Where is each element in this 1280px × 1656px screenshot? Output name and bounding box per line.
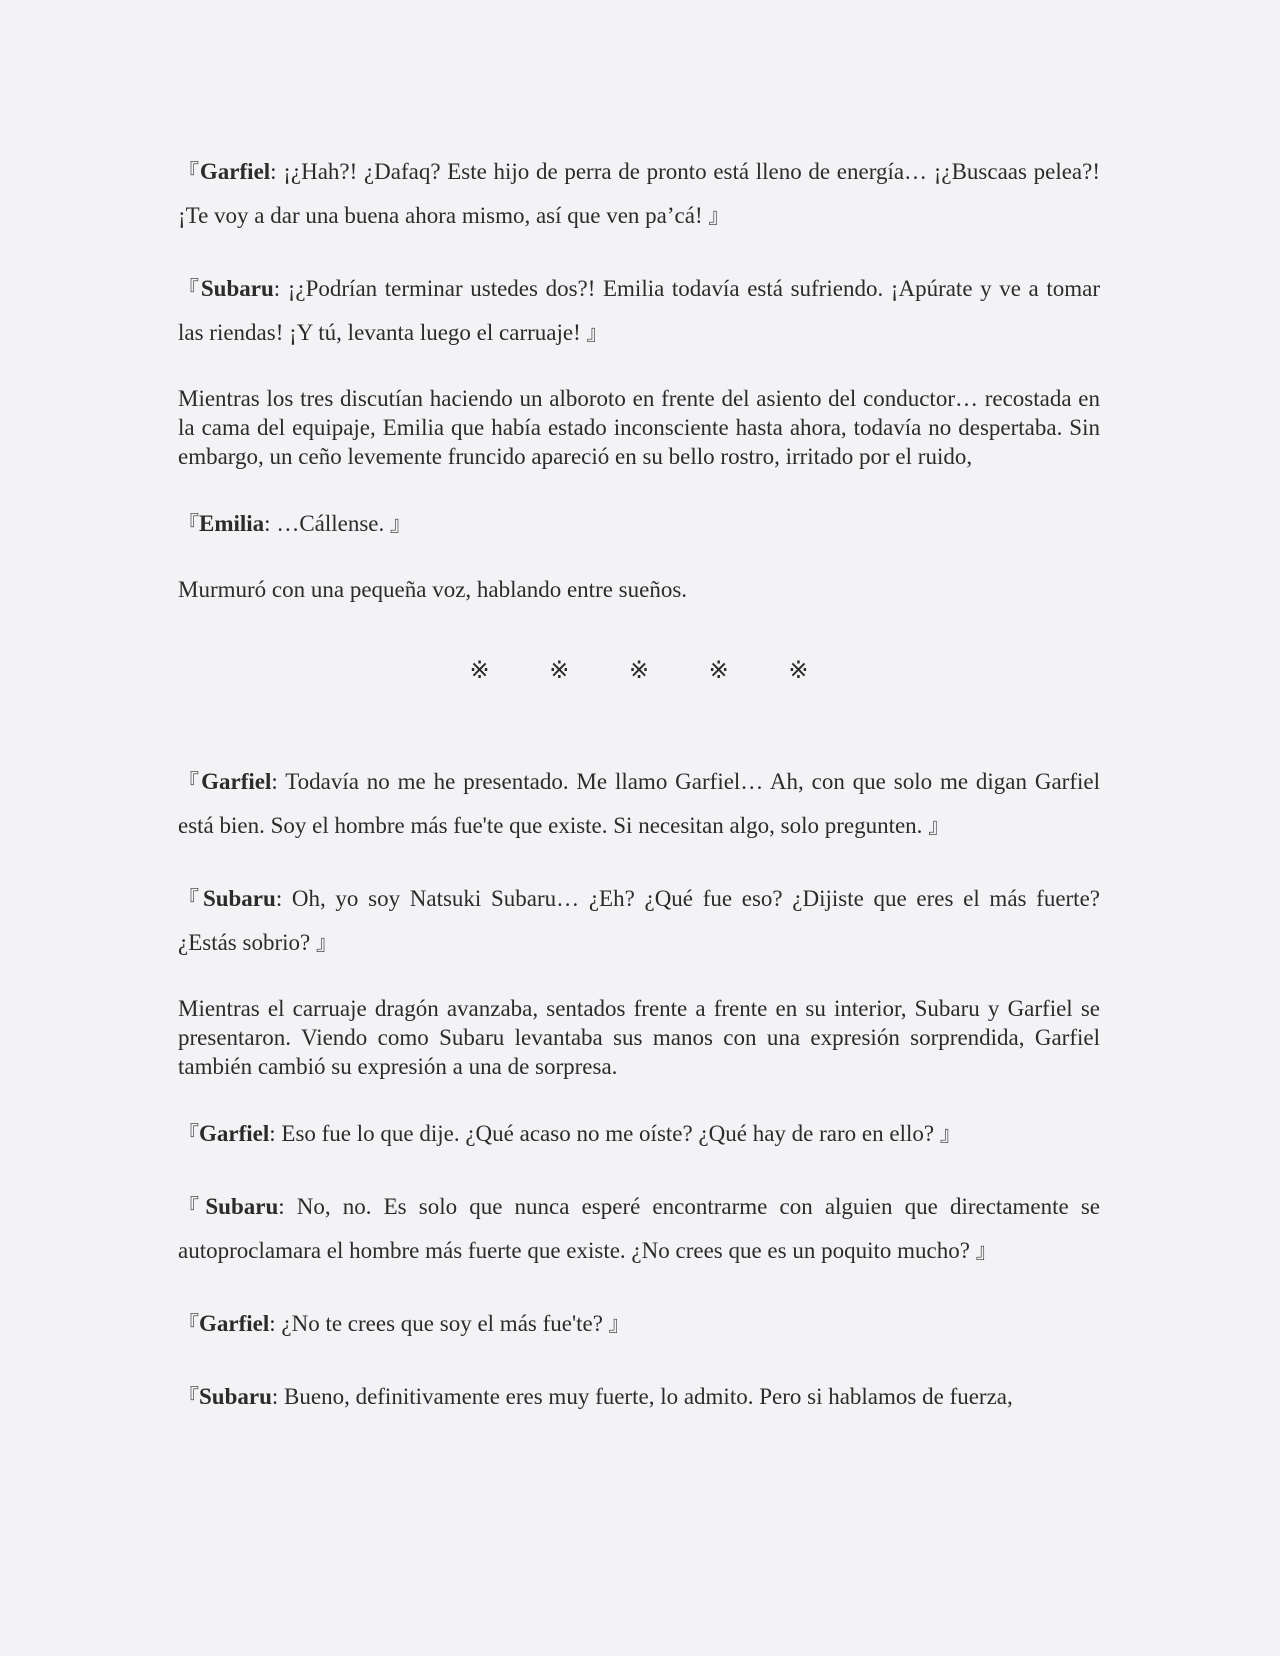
speaker-name: Garfiel bbox=[201, 769, 272, 794]
dialogue-text: …Cállense. bbox=[276, 511, 391, 536]
open-bracket: 『 bbox=[178, 887, 203, 911]
dialogue-subaru-3 bbox=[178, 1185, 1100, 1273]
dialogue-garfiel-2 bbox=[178, 760, 1100, 848]
open-bracket: 『 bbox=[178, 1385, 199, 1409]
dialogue-garfiel-3 bbox=[178, 1112, 1100, 1156]
open-bracket: 『 bbox=[178, 1122, 199, 1146]
close-bracket: 』 bbox=[939, 1122, 961, 1146]
dialogue-emilia-1 bbox=[178, 502, 1100, 546]
speaker-name: Subaru bbox=[205, 1194, 279, 1219]
speaker-name: Garfiel bbox=[199, 1311, 270, 1336]
scene-separator: ※ ※ ※ ※ ※ bbox=[469, 656, 835, 684]
speaker-separator: : bbox=[270, 159, 284, 184]
dialogue-text: ¿No te crees que soy el más fue'te? bbox=[281, 1311, 609, 1336]
dialogue-text: Oh, yo soy Natsuki Subaru… ¿Eh? ¿Qué fue eso? ¿Dijiste que eres el más fuerte? ¿Estás sobrio? bbox=[178, 886, 1100, 955]
dialogue-garfiel-1 bbox=[178, 150, 1100, 238]
dialogue-text: Bueno, definitivamente eres muy fuerte, lo admito. Pero si hablamos de fuerza, bbox=[284, 1384, 1013, 1409]
open-bracket: 『 bbox=[178, 1312, 199, 1336]
speaker-name: Garfiel bbox=[199, 1121, 270, 1146]
speaker-name: Subaru bbox=[200, 276, 274, 301]
speaker-separator: : bbox=[271, 1384, 285, 1409]
speaker-separator: : bbox=[273, 276, 288, 301]
narration-paragraph-2: Murmuró con una pequeña voz, hablando entre sueños. bbox=[178, 577, 688, 602]
speaker-separator: : bbox=[271, 769, 286, 794]
close-bracket: 』 bbox=[608, 1312, 630, 1336]
open-bracket: 『 bbox=[178, 1195, 206, 1219]
narration-paragraph-1: Mientras los tres discutían haciendo un alboroto en frente del asiento del conductor… recostada en la cama del equipaje, Emilia que había estado inconsciente hasta ahora, todavía no despertaba. Sin embargo, un ceño levemente fruncido apareció en su bello rostro, irritado por el ruido, bbox=[178, 386, 1100, 469]
open-bracket: 『 bbox=[178, 277, 201, 301]
dialogue-text: ¡¿Hah?! ¿Dafaq? Este hijo de perra de pronto está lleno de energía… ¡¿Buscaas pelea?! ¡Te voy a dar una buena ahora mismo, así que ven pa’cá! bbox=[178, 159, 1100, 228]
speaker-name: Subaru bbox=[202, 886, 276, 911]
dialogue-text: Todavía no me he presentado. Me llamo Garfiel… Ah, con que solo me digan Garfiel está bien. Soy el hombre más fue'te que existe. Si necesitan algo, solo pregunten. bbox=[178, 769, 1100, 838]
speaker-separator: : bbox=[269, 1121, 282, 1146]
narration-paragraph-3: Mientras el carruaje dragón avanzaba, sentados frente a frente en su interior, Subaru y Garfiel se presentaron. Viendo como Subaru levantaba sus manos con una expresión sorprendida, Garfiel también cambió su expresión a una de sorpresa. bbox=[178, 996, 1100, 1079]
dialogue-subaru-2 bbox=[178, 877, 1100, 965]
speaker-name: Emilia bbox=[199, 511, 265, 536]
close-bracket: 』 bbox=[390, 512, 412, 536]
dialogue-subaru-1 bbox=[178, 267, 1100, 355]
document-page bbox=[178, 150, 1100, 1448]
close-bracket: 』 bbox=[708, 204, 730, 228]
open-bracket: 『 bbox=[178, 512, 199, 536]
close-bracket: 』 bbox=[975, 1239, 997, 1263]
speaker-name: Garfiel bbox=[199, 159, 271, 184]
speaker-separator: : bbox=[278, 1194, 297, 1219]
dialogue-text: ¡¿Podrían terminar ustedes dos?! Emilia todavía está sufriendo. ¡Apúrate y ve a tomar las riendas! ¡Y tú, levanta luego el carruaje! bbox=[178, 276, 1101, 345]
close-bracket: 』 bbox=[928, 814, 950, 838]
close-bracket: 』 bbox=[315, 931, 337, 955]
dialogue-subaru-4 bbox=[178, 1375, 1100, 1419]
open-bracket: 『 bbox=[178, 770, 202, 794]
speaker-separator: : bbox=[269, 1311, 282, 1336]
dialogue-text: No, no. Es solo que nunca esperé encontrarme con alguien que directamente se autoproclamara el hombre más fuerte que existe. ¿No crees que es un poquito mucho? bbox=[178, 1194, 1101, 1263]
close-bracket: 』 bbox=[586, 321, 608, 345]
dialogue-text: Eso fue lo que dije. ¿Qué acaso no me oíste? ¿Qué hay de raro en ello? bbox=[281, 1121, 940, 1146]
open-bracket: 『 bbox=[178, 160, 200, 184]
speaker-separator: : bbox=[275, 886, 292, 911]
dialogue-garfiel-4 bbox=[178, 1302, 1100, 1346]
speaker-name: Subaru bbox=[199, 1384, 272, 1409]
speaker-separator: : bbox=[264, 511, 277, 536]
